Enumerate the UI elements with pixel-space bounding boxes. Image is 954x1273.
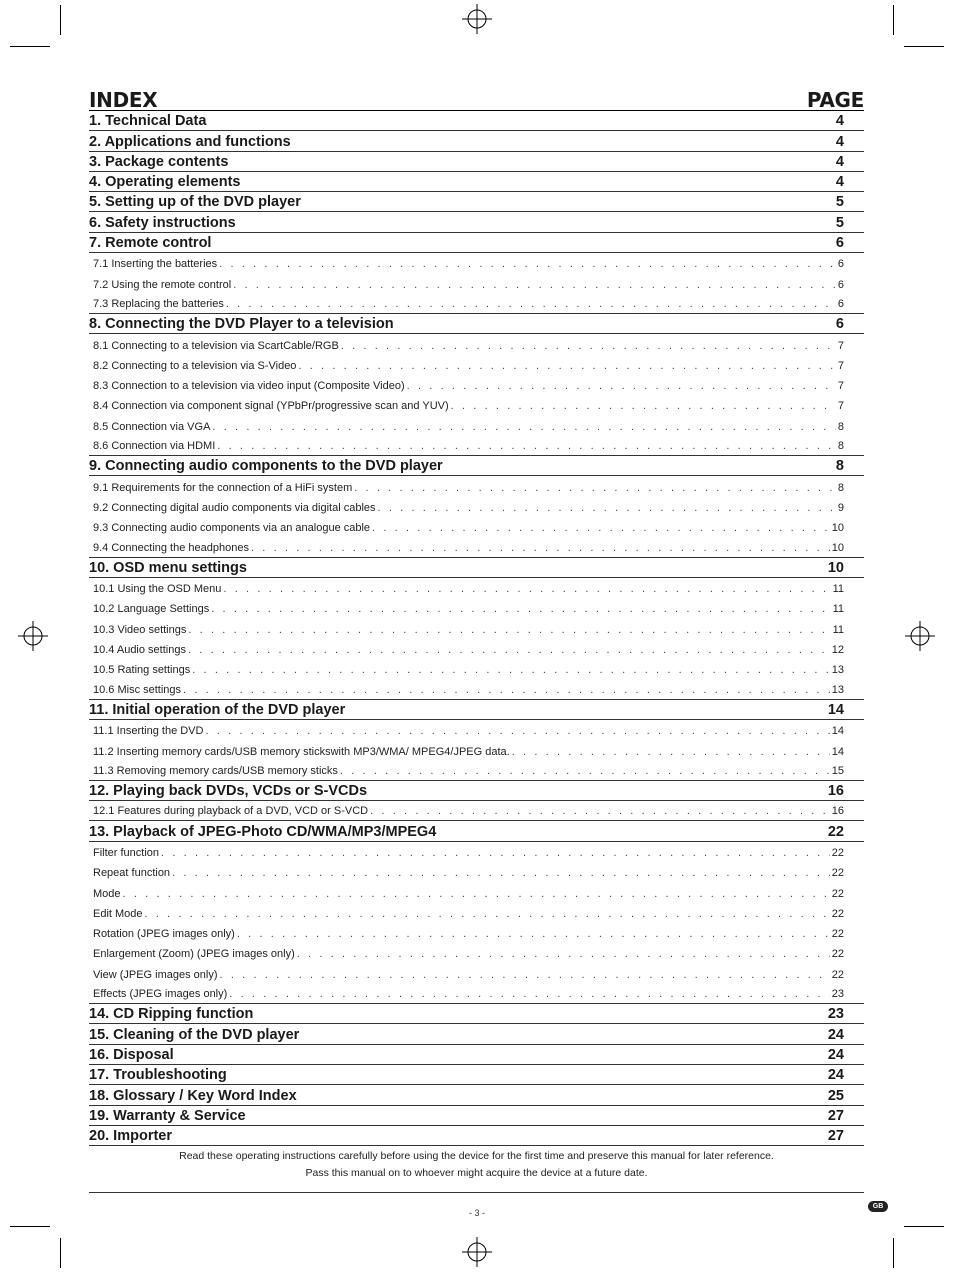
toc-section-title: 15. Cleaning of the DVD player xyxy=(89,1026,300,1043)
toc-subsection-page: 22 xyxy=(831,948,844,961)
toc-subsection-page: 14 xyxy=(831,725,844,738)
toc-section-row[interactable] xyxy=(89,558,864,578)
toc-section-title: 3. Package contents xyxy=(89,153,229,170)
toc-subsection-page: 6 xyxy=(837,297,844,310)
toc-subsection-row[interactable] xyxy=(89,720,864,740)
toc-subsection-title: 7.1 Inserting the batteries xyxy=(93,258,218,271)
toc-section-row[interactable] xyxy=(89,1024,864,1044)
dot-leader xyxy=(512,746,830,759)
crop-mark xyxy=(904,46,944,47)
toc-subsection-page: 7 xyxy=(837,380,844,393)
toc-subsection-title: 10.4 Audio settings xyxy=(93,644,186,657)
country-badge: GB xyxy=(868,1201,888,1212)
toc-list xyxy=(89,111,864,1146)
toc-section-row[interactable] xyxy=(89,131,864,151)
dot-leader xyxy=(370,805,830,818)
crop-mark xyxy=(893,1238,894,1268)
toc-subsection-title: 8.1 Connecting to a television via ScartCable/RGB xyxy=(93,339,339,352)
toc-section-row[interactable] xyxy=(89,192,864,212)
toc-header xyxy=(89,88,864,111)
toc-section-title: 16. Disposal xyxy=(89,1046,174,1063)
toc-section-page: 8 xyxy=(835,458,844,475)
toc-section-title: 10. OSD menu settings xyxy=(89,559,247,576)
toc-subsection-row[interactable] xyxy=(89,375,864,395)
toc-subsection-row[interactable] xyxy=(89,476,864,496)
toc-section-title: 6. Safety instructions xyxy=(89,214,236,231)
toc-subsection-row[interactable] xyxy=(89,882,864,902)
toc-subsection-title: 11.3 Removing memory cards/USB memory sticks xyxy=(93,764,338,777)
toc-subsection-row[interactable] xyxy=(89,923,864,943)
footer-note-line: Read these operating instructions carefully before using the device for the first time and preserve this manual for later reference. xyxy=(179,1150,774,1162)
toc-subsection-row[interactable] xyxy=(89,639,864,659)
toc-section-page: 5 xyxy=(835,214,844,231)
toc-subsection-title: 11.2 Inserting memory cards/USB memory stickswith MP3/WMA/ MPEG4/JPEG data. xyxy=(93,745,510,758)
toc-subsection-row[interactable] xyxy=(89,334,864,354)
toc-section-row[interactable] xyxy=(89,781,864,801)
dot-leader xyxy=(237,928,830,941)
toc-section-row[interactable] xyxy=(89,212,864,232)
toc-section-title: 13. Playback of JPEG-Photo CD/WMA/MP3/MPEG4 xyxy=(89,823,437,840)
toc-section-page: 5 xyxy=(835,194,844,211)
toc-subsection-page: 13 xyxy=(831,683,844,696)
toc-subsection-title: 9.1 Requirements for the connection of a HiFi system xyxy=(93,481,353,494)
dot-leader xyxy=(297,948,830,961)
toc-section-title: 18. Glossary / Key Word Index xyxy=(89,1087,297,1104)
dot-leader xyxy=(341,340,836,353)
toc-section-title: 17. Troubleshooting xyxy=(89,1067,227,1084)
toc-section-title: 4. Operating elements xyxy=(89,174,241,191)
toc-subsection-row[interactable] xyxy=(89,842,864,862)
toc-subsection-title: 10.5 Rating settings xyxy=(93,664,191,677)
toc-section-row[interactable] xyxy=(89,1004,864,1024)
footer-note xyxy=(89,1148,864,1182)
dot-leader xyxy=(378,502,836,515)
toc-section-title: 14. CD Ripping function xyxy=(89,1006,254,1023)
toc-subsection-title: View (JPEG images only) xyxy=(93,968,218,981)
dot-leader xyxy=(407,380,836,393)
toc-section-page: 22 xyxy=(827,823,844,840)
toc-subsection-title: 8.6 Connection via HDMI xyxy=(93,440,216,453)
toc-section-row[interactable] xyxy=(89,172,864,192)
toc-section-title: 19. Warranty & Service xyxy=(89,1107,246,1124)
toc-subsection-page: 11 xyxy=(832,583,844,596)
toc-section-page: 16 xyxy=(827,783,844,800)
toc-subsection-page: 6 xyxy=(837,258,844,271)
toc-subsection-title: 11.1 Inserting the DVD xyxy=(93,725,204,738)
dot-leader xyxy=(372,522,830,535)
toc-subsection-row[interactable] xyxy=(89,740,864,760)
dot-leader xyxy=(251,542,830,555)
toc-subsection-row[interactable] xyxy=(89,294,864,314)
toc-section-page: 24 xyxy=(827,1026,844,1043)
toc-subsection-page: 12 xyxy=(831,644,844,657)
toc-subsection-row[interactable] xyxy=(89,862,864,882)
crop-mark xyxy=(60,1238,61,1268)
toc-subsection-row[interactable] xyxy=(89,497,864,517)
toc-subsection-page: 22 xyxy=(831,846,844,859)
dot-leader xyxy=(212,421,835,434)
toc-subsection-row[interactable] xyxy=(89,903,864,923)
toc-subsection-title: 10.1 Using the OSD Menu xyxy=(93,583,222,596)
toc-section-page: 24 xyxy=(827,1046,844,1063)
toc-subsection-page: 15 xyxy=(831,764,844,777)
toc-subsection-title: 7.2 Using the remote control xyxy=(93,278,232,291)
toc-subsection-title: 9.2 Connecting digital audio components via digital cables xyxy=(93,501,376,514)
toc-subsection-title: Enlargement (Zoom) (JPEG images only) xyxy=(93,948,295,961)
dot-leader xyxy=(161,847,830,860)
toc-subsection-title: 8.5 Connection via VGA xyxy=(93,420,211,433)
toc-section-page: 27 xyxy=(827,1107,844,1124)
toc-section-page: 14 xyxy=(827,701,844,718)
dot-leader xyxy=(145,908,830,921)
dot-leader xyxy=(233,279,836,292)
table-of-contents xyxy=(89,88,864,1146)
toc-subsection-row[interactable] xyxy=(89,355,864,375)
toc-section-page: 27 xyxy=(827,1128,844,1145)
toc-subsection-row[interactable] xyxy=(89,598,864,618)
toc-subsection-title: 8.3 Connection to a television via video input (Composite Video) xyxy=(93,380,405,393)
toc-section-title: 12. Playing back DVDs, VCDs or S-VCDs xyxy=(89,783,368,800)
toc-section-title: 5. Setting up of the DVD player xyxy=(89,194,301,211)
toc-section-row[interactable] xyxy=(89,314,864,334)
toc-section-title: 20. Importer xyxy=(89,1128,172,1145)
dot-leader xyxy=(451,400,836,413)
toc-section-row[interactable] xyxy=(89,456,864,476)
dot-leader xyxy=(123,888,830,901)
toc-subsection-page: 14 xyxy=(831,745,844,758)
toc-subsection-page: 9 xyxy=(837,501,844,514)
dot-leader xyxy=(188,624,830,637)
crop-mark xyxy=(10,1226,50,1227)
toc-subsection-page: 7 xyxy=(837,339,844,352)
toc-subsection-row[interactable] xyxy=(89,517,864,537)
toc-section-page: 4 xyxy=(835,133,844,150)
dot-leader xyxy=(172,867,830,880)
toc-section-row[interactable] xyxy=(89,1065,864,1085)
crop-mark xyxy=(893,5,894,35)
toc-subsection-row[interactable] xyxy=(89,659,864,679)
dot-leader xyxy=(220,969,830,982)
toc-subsection-title: 12.1 Features during playback of a DVD, VCD or S-VCD xyxy=(93,805,369,818)
toc-subsection-page: 8 xyxy=(837,420,844,433)
toc-section-page: 4 xyxy=(835,153,844,170)
toc-section-page: 25 xyxy=(827,1087,844,1104)
toc-subsection-page: 22 xyxy=(831,907,844,920)
crop-mark xyxy=(904,1226,944,1227)
toc-subsection-row[interactable] xyxy=(89,578,864,598)
toc-subsection-title: 7.3 Replacing the batteries xyxy=(93,297,224,310)
dot-leader xyxy=(340,765,830,778)
toc-section-row[interactable] xyxy=(89,700,864,720)
toc-section-title: 2. Applications and functions xyxy=(89,133,291,150)
dot-leader xyxy=(229,988,829,1001)
toc-subsection-page: 22 xyxy=(831,928,844,941)
toc-subsection-title: Rotation (JPEG images only) xyxy=(93,928,235,941)
toc-subsection-row[interactable] xyxy=(89,943,864,963)
toc-section-title: 1. Technical Data xyxy=(89,113,207,130)
toc-subsection-title: 10.2 Language Settings xyxy=(93,603,210,616)
registration-mark-icon xyxy=(462,4,492,34)
toc-subsection-title: Repeat function xyxy=(93,867,171,880)
toc-subsection-title: 10.3 Video settings xyxy=(93,623,187,636)
toc-subsection-page: 13 xyxy=(831,664,844,677)
toc-subsection-row[interactable] xyxy=(89,963,864,983)
dot-leader xyxy=(217,440,836,453)
toc-section-title: 9. Connecting audio components to the DVD player xyxy=(89,458,443,475)
toc-subsection-page: 8 xyxy=(837,481,844,494)
toc-subsection-row[interactable] xyxy=(89,415,864,435)
toc-subsection-page: 22 xyxy=(831,887,844,900)
toc-subsection-title: 8.2 Connecting to a television via S-Video xyxy=(93,359,297,372)
toc-section-row[interactable] xyxy=(89,111,864,131)
toc-section-row[interactable] xyxy=(89,233,864,253)
toc-subsection-page: 7 xyxy=(837,400,844,413)
toc-subsection-row[interactable] xyxy=(89,761,864,781)
toc-subsection-page: 7 xyxy=(837,359,844,372)
toc-section-row[interactable] xyxy=(89,1126,864,1146)
toc-subsection-page: 22 xyxy=(831,968,844,981)
toc-section-page: 6 xyxy=(835,235,844,252)
toc-section-title: 7. Remote control xyxy=(89,235,212,252)
toc-subsection-page: 10 xyxy=(831,522,844,535)
toc-subsection-title: Filter function xyxy=(93,846,160,859)
toc-section-row[interactable] xyxy=(89,821,864,841)
toc-subsection-title: 9.3 Connecting audio components via an analogue cable xyxy=(93,522,371,535)
page-column-label: PAGE xyxy=(806,88,864,112)
dot-leader xyxy=(192,664,830,677)
toc-subsection-page: 23 xyxy=(831,988,844,1001)
registration-mark-icon xyxy=(462,1237,492,1267)
toc-section-page: 6 xyxy=(835,316,844,333)
toc-subsection-page: 8 xyxy=(837,440,844,453)
toc-subsection-row[interactable] xyxy=(89,273,864,293)
dot-leader xyxy=(298,360,835,373)
registration-mark-icon xyxy=(18,621,48,651)
footer-divider xyxy=(89,1192,864,1193)
page-number: - 3 - xyxy=(468,1208,485,1218)
dot-leader xyxy=(354,482,836,495)
toc-section-row[interactable] xyxy=(89,1045,864,1065)
dot-leader xyxy=(223,583,830,596)
dot-leader xyxy=(188,644,830,657)
footer-note-line: Pass this manual on to whoever might acquire the device at a future date. xyxy=(305,1167,648,1179)
toc-subsection-row[interactable] xyxy=(89,801,864,821)
toc-section-row[interactable] xyxy=(89,152,864,172)
page-title: INDEX xyxy=(89,88,158,112)
toc-section-page: 24 xyxy=(827,1067,844,1084)
toc-subsection-title: 9.4 Connecting the headphones xyxy=(93,541,249,554)
toc-section-page: 4 xyxy=(835,113,844,130)
toc-subsection-title: 8.4 Connection via component signal (YPbPr/progressive scan and YUV) xyxy=(93,400,449,413)
toc-subsection-title: 10.6 Misc settings xyxy=(93,683,182,696)
dot-leader xyxy=(211,603,830,616)
toc-subsection-page: 11 xyxy=(832,603,844,616)
toc-subsection-page: 16 xyxy=(831,805,844,818)
toc-subsection-title: Effects (JPEG images only) xyxy=(93,988,228,1001)
dot-leader xyxy=(226,298,836,311)
toc-subsection-row[interactable] xyxy=(89,537,864,557)
toc-subsection-title: Mode xyxy=(93,887,121,900)
toc-subsection-page: 22 xyxy=(831,867,844,880)
toc-section-title: 8. Connecting the DVD Player to a television xyxy=(89,316,394,333)
dot-leader xyxy=(205,725,829,738)
registration-mark-icon xyxy=(905,621,935,651)
toc-section-page: 4 xyxy=(835,174,844,191)
toc-subsection-row[interactable] xyxy=(89,395,864,415)
toc-section-row[interactable] xyxy=(89,1106,864,1126)
toc-subsection-row[interactable] xyxy=(89,253,864,273)
crop-mark xyxy=(60,5,61,35)
dot-leader xyxy=(219,258,836,271)
toc-subsection-title: Edit Mode xyxy=(93,907,143,920)
toc-section-row[interactable] xyxy=(89,1085,864,1105)
toc-section-page: 10 xyxy=(827,559,844,576)
toc-section-title: 11. Initial operation of the DVD player xyxy=(89,701,346,718)
crop-mark xyxy=(10,46,50,47)
toc-subsection-page: 11 xyxy=(832,623,844,636)
toc-section-page: 23 xyxy=(827,1006,844,1023)
toc-subsection-row[interactable] xyxy=(89,436,864,456)
toc-subsection-row[interactable] xyxy=(89,618,864,638)
toc-subsection-page: 10 xyxy=(831,541,844,554)
toc-subsection-page: 6 xyxy=(837,278,844,291)
dot-leader xyxy=(183,684,830,697)
toc-subsection-row[interactable] xyxy=(89,679,864,699)
toc-subsection-row[interactable] xyxy=(89,984,864,1004)
